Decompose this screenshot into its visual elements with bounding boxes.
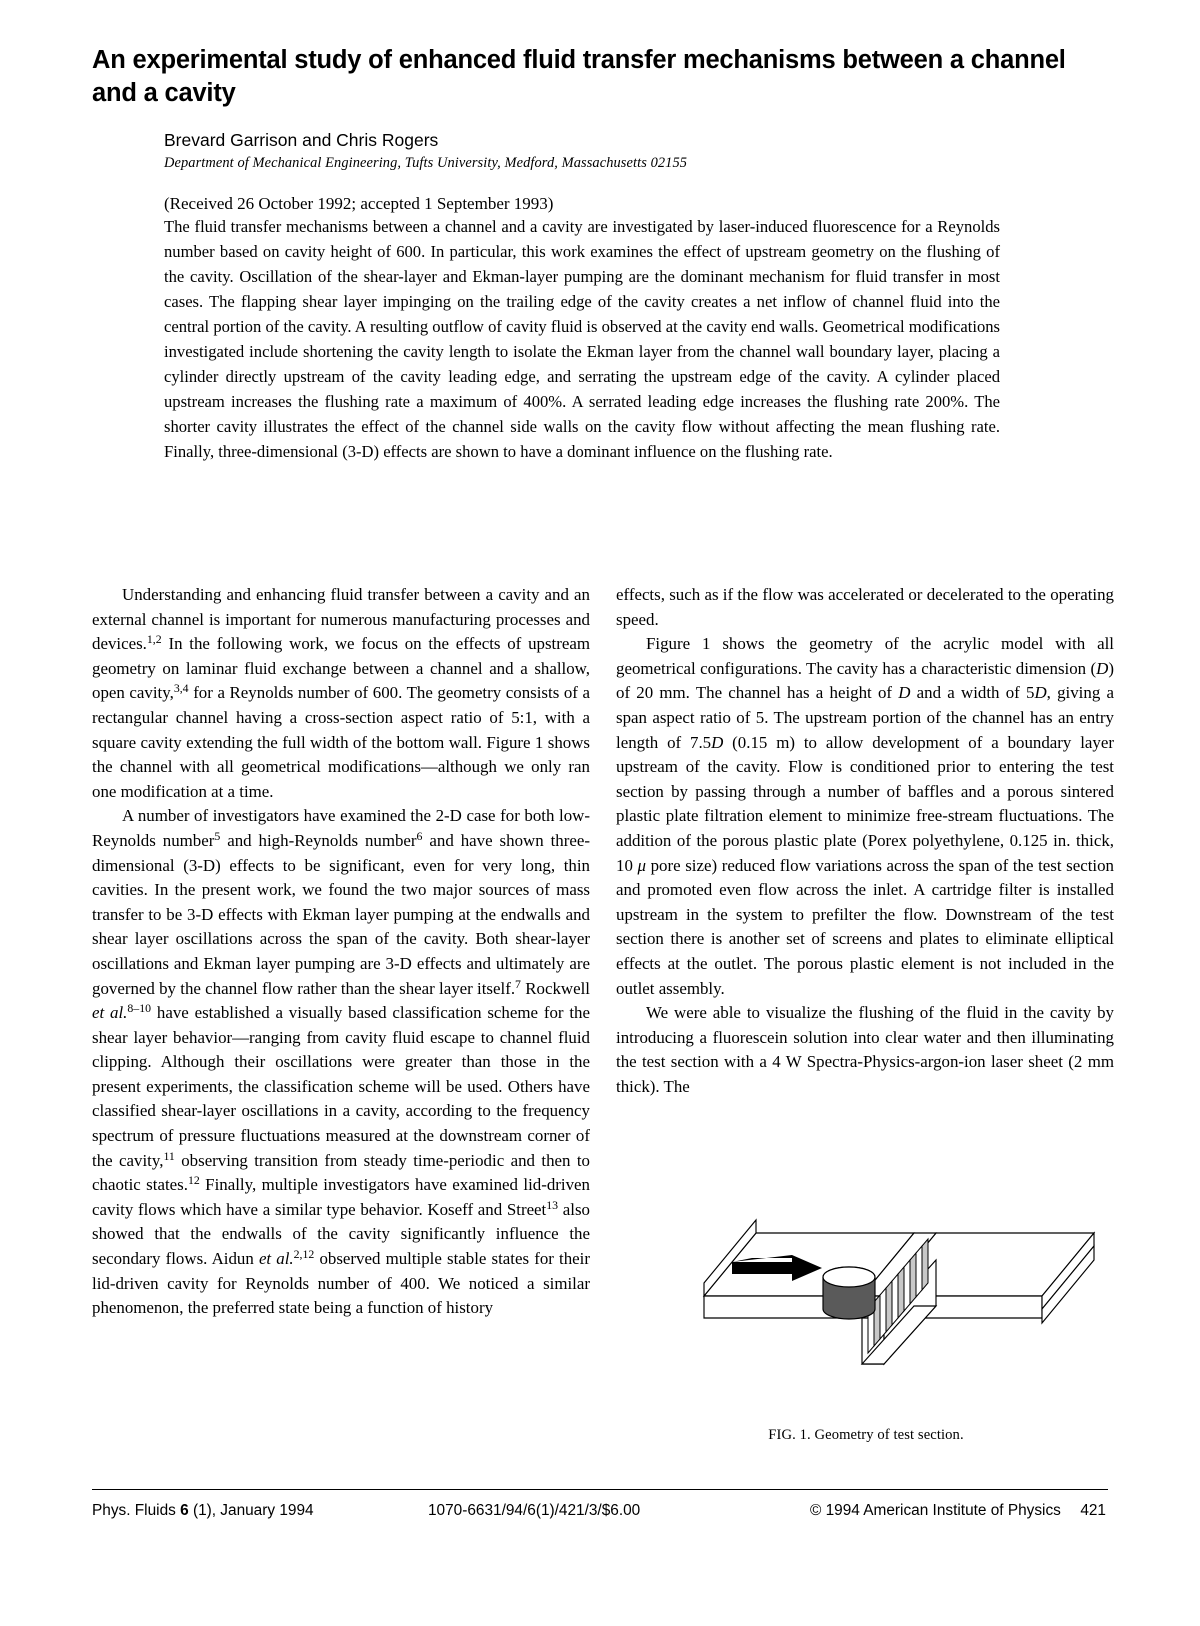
page-footer: [92, 1502, 1108, 1526]
latin-abbrev: et al.: [258, 1249, 294, 1269]
figure-caption: FIG. 1. Geometry of test section.: [768, 1427, 964, 1443]
upstream-cylinder: [823, 1267, 875, 1319]
footer-divider: [92, 1489, 1108, 1490]
author-list: Brevard Garrison and Chris Rogers: [164, 130, 439, 151]
text-run: (0.15 m) to allow development of a boundary layer upstream of the cavity. Flow is conditioned prior to entering the test section by passing through a number of baffles and a porous sintered plastic plate filtration element to minimize free-stream fluctuations. The addition of the porous plastic plate (Porex polyethylene, 0.125 in. thick, 10: [616, 732, 1114, 875]
right-column: [616, 583, 1114, 1099]
variable-mu: μ: [637, 855, 646, 875]
test-section-diagram: [616, 1178, 1116, 1413]
text-run: Phys. Fluids: [92, 1502, 181, 1519]
received-date: (Received 26 October 1992; accepted 1 September 1993): [164, 194, 554, 214]
text-run: and have shown three-dimensional (3-D) effects to be significant, even for very long, thin cavities. In the present work, we found the two major sources of mass transfer to be 3-D effects with Ekman layer pumping at the endwalls and shear layer oscillations across the span of the cavity. Both shear-layer oscillations and Ekman layer pumping are 3-D effects and ultimately are governed by the channel flow rather than the shear layer itself.: [92, 830, 590, 998]
paragraph-visualization: We were able to visualize the flushing of the fluid in the cavity by introducing a fluorescein solution into clear water and then illuminating the test section with a 4 W Spectra-Physics-argon-ion laser sheet (2 mm thick). The: [616, 1003, 1114, 1096]
paragraph-continuation: effects, such as if the flow was accelerated or decelerated to the operating speed.: [616, 585, 1114, 629]
citation-ref: 7: [515, 976, 521, 991]
masthead: [92, 44, 1108, 214]
paragraph-intro: [92, 583, 590, 804]
text-run: also showed that the endwalls of the cavity significantly influence the secondary flows. Aidun: [92, 1199, 590, 1269]
text-run: Finally, multiple investigators have examined lid-driven cavity flows which have a similar type behavior. Koseff and Street: [92, 1175, 590, 1219]
paragraph-geometry: [616, 632, 1114, 1001]
copyright-notice: © 1994 American Institute of Physics: [810, 1502, 1061, 1519]
citation-ref: 13: [546, 1197, 559, 1212]
text-run: Understanding and enhancing fluid transfer between a cavity and an external channel is important for numerous manufacturing processes and devices.: [92, 585, 590, 654]
left-column: [92, 583, 590, 1321]
byline-block: [164, 129, 1108, 214]
text-run: pore size) reduced flow variations across the span of the test section and promoted even flow across the inlet. A cartridge filter is installed upstream in the system to prefilter the flow. Downstream of the test section there is another set of screens and plates to eliminate elliptical effects at the outlet. The porous plastic element is not included in the outlet assembly.: [616, 855, 1114, 998]
figure-1: [616, 1178, 1116, 1444]
text-run: A number of investigators have examined the 2-D case for both low-Reynolds number: [92, 806, 590, 850]
text-run: , giving a span aspect ratio of 5. The upstream portion of the channel has an entry length of 7.5: [616, 683, 1114, 752]
variable-d: D: [898, 683, 911, 703]
citation-ref: 1,2: [146, 632, 162, 647]
text-run: ) of 20 mm. The channel has a height of: [616, 658, 1114, 703]
text-run: observing transition from steady time-periodic and then to chaotic states.: [92, 1150, 590, 1195]
abstract: The fluid transfer mechanisms between a channel and a cavity are investigated by laser-induced fluorescence for a Reynolds number based on cavity height of 600. In particular, this work examines the effect of upstream geometry on the flushing of the cavity. Oscillation of the shear-layer and Ekman-layer pumping are the dominant mechanism for fluid transfer in most cases. The flapping shear layer impinging on the trailing edge of the cavity creates a net inflow of channel fluid into the central portion of the cavity. A resulting outflow of cavity fluid is observed at the cavity end walls. Geometrical modifications investigated include shortening the cavity length to isolate the Ekman layer from the channel wall boundary layer, placing a cylinder directly upstream of the cavity leading edge, and serrating the upstream edge of the cavity. A cylinder placed upstream increases the flushing rate a maximum of 400%. A serrated leading edge increases the flushing rate 200%. The shorter cavity illustrates the effect of the channel side walls on the cavity flow without affecting the mean flushing rate. Finally, three-dimensional (3-D) effects are shown to have a dominant influence on the flushing rate.: [164, 217, 1000, 461]
citation-ref: 12: [187, 1173, 200, 1188]
page-number: 421: [1080, 1502, 1106, 1519]
citation-ref: 3,4: [173, 681, 189, 696]
text-run: for a Reynolds number of 600. The geometry consists of a rectangular channel having a cross-section aspect ratio of 5:1, with a square cavity extending the full width of the bottom wall. Figure 1 shows the channel with all geometrical modifications—although we only ran one modification at a time.: [92, 683, 590, 801]
text-run: and a width of 5: [910, 683, 1035, 703]
journal-volume: 6: [180, 1502, 189, 1519]
journal-citation: [92, 1502, 314, 1520]
paragraph-prior-work: [92, 804, 590, 1320]
text-run: Figure 1 shows the geometry of the acrylic model with all geometrical configurations. The cavity has a characteristic dimension (: [616, 634, 1114, 678]
variable-d: D: [1096, 658, 1109, 678]
variable-d: D: [1034, 683, 1047, 703]
article-code: 1070-6631/94/6(1)/421/3/$6.00: [428, 1502, 641, 1519]
citation-ref: 11: [163, 1148, 175, 1163]
text-run: (1), January 1994: [188, 1502, 314, 1519]
citation-ref: 8–10: [127, 1000, 152, 1015]
text-run: In the following work, we focus on the effects of upstream geometry on laminar fluid exchange between a channel and a shallow, open cavity,: [92, 634, 590, 703]
text-run: observed multiple stable states for their lid-driven cavity for Reynolds number of 400. We noticed a similar phenomenon, the preferred state being a function of history: [92, 1249, 590, 1318]
affiliation: Department of Mechanical Engineering, Tufts University, Medford, Massachusetts 02155: [164, 155, 688, 172]
text-run: and high-Reynolds number: [220, 830, 417, 850]
citation-ref: 2,12: [293, 1246, 315, 1261]
variable-d: D: [711, 732, 724, 752]
latin-abbrev: et al.: [92, 1003, 128, 1023]
page-title: An experimental study of enhanced fluid transfer mechanisms between a channel and a cavity: [92, 46, 1066, 108]
citation-ref: 5: [214, 828, 221, 843]
text-run: have established a visually based classification scheme for the shear layer behavior—ranging from cavity fluid escape to channel fluid clipping. Although their oscillations were greater than those in the present experiments, the classification scheme will be used. Others have classified shear-layer oscillations in a cavity, according to the frequency spectrum of pressure fluctuations measured at the downstream corner of the cavity,: [92, 1003, 590, 1170]
text-run: Rockwell: [520, 978, 590, 998]
citation-ref: 6: [416, 828, 423, 843]
